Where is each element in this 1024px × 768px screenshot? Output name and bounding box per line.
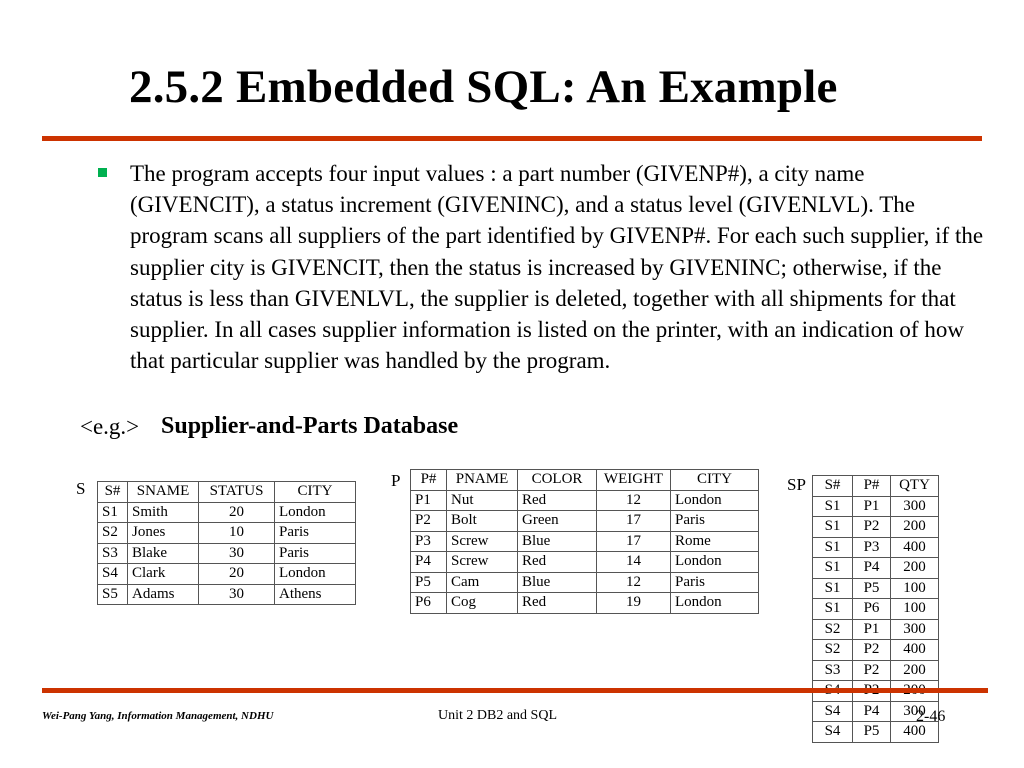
table-cell: Smith [128,502,199,523]
table-sp-label: SP [787,475,806,494]
square-bullet-icon [98,168,107,177]
table-header-row [813,476,939,497]
table-header-row [411,470,759,491]
table-cell: Red [518,552,597,573]
table-row [98,584,356,605]
table-cell: S2 [813,640,853,661]
table-cell: 17 [597,531,671,552]
table-row [813,619,939,640]
column-header: CITY [275,482,356,503]
table-row [98,543,356,564]
table-cell: 200 [891,558,939,579]
table-cell: Paris [275,543,356,564]
example-title: Supplier-and-Parts Database [161,413,459,439]
table-cell: P2 [411,511,447,532]
column-header: COLOR [518,470,597,491]
table-cell: P2 [853,517,891,538]
table-cell: 100 [891,578,939,599]
column-header: STATUS [199,482,275,503]
table-cell: Paris [671,511,759,532]
table-cell: 17 [597,511,671,532]
table-cell: S2 [813,619,853,640]
table-cell: Cam [447,572,518,593]
table-cell: 300 [891,701,939,722]
table-row [813,496,939,517]
table-cell: S4 [98,564,128,585]
table-row [411,511,759,532]
table-cell: Blake [128,543,199,564]
table-row [813,578,939,599]
table-cell: 12 [597,572,671,593]
table-cell: 12 [597,490,671,511]
table-cell: 30 [199,584,275,605]
bullet-paragraph: The program accepts four input values : a part number (GIVENP#), a city name (GIVENCIT), a status increment (GIVENINC), and a status level (GIVENLVL). The program scans all suppliers of the part identified by GIVENP#. For each such supplier, if the supplier city is GIVENCIT, then the status is increased by GIVENINC; otherwise, if the status is less than GIVENLVL, the supplier is deleted, together with all shipments for that supplier. In all cases supplier information is listed on the printer, with an indication of how that particular supplier was handled by the program. [130,161,984,374]
table-cell: S4 [813,722,853,743]
table-cell: 10 [199,523,275,544]
table-cell: Adams [128,584,199,605]
column-header: CITY [671,470,759,491]
table-cell: P6 [411,593,447,614]
column-header: SNAME [128,482,199,503]
table-cell: London [275,502,356,523]
table-row [813,599,939,620]
table-row [98,502,356,523]
table-cell: 100 [891,599,939,620]
table-cell: P2 [853,660,891,681]
table-cell: P3 [411,531,447,552]
table-header-row [98,482,356,503]
table-row [411,572,759,593]
table-cell: S3 [813,660,853,681]
table-cell: Screw [447,552,518,573]
table-cell: Bolt [447,511,518,532]
table-row [411,593,759,614]
column-header: PNAME [447,470,518,491]
table-cell: 30 [199,543,275,564]
table-cell: S2 [98,523,128,544]
table-row [813,660,939,681]
table-cell: Red [518,593,597,614]
table-cell: Rome [671,531,759,552]
table-cell: Red [518,490,597,511]
table-cell: S4 [813,701,853,722]
table-cell: London [671,552,759,573]
table-cell: 20 [199,502,275,523]
table-row [411,552,759,573]
table-cell: S3 [98,543,128,564]
table-cell: 400 [891,537,939,558]
table-cell: S1 [813,599,853,620]
table-cell: London [671,593,759,614]
table-cell: P4 [411,552,447,573]
footer-unit: Unit 2 DB2 and SQL [438,708,557,723]
table-cell: P3 [853,537,891,558]
table-cell: Nut [447,490,518,511]
table-cell: S1 [813,578,853,599]
title-divider [42,136,982,141]
example-label: <e.g.> [80,414,140,439]
table-row [411,531,759,552]
table-cell: S1 [813,517,853,538]
table-cell: S5 [98,584,128,605]
column-header: S# [98,482,128,503]
footer-author: Wei-Pang Yang, Information Management, NDHU [42,710,274,722]
table-cell: 300 [891,619,939,640]
table-cell: P5 [853,722,891,743]
table-cell: P4 [853,701,891,722]
table-cell: S1 [813,496,853,517]
table-cell: P1 [411,490,447,511]
table-cell: P4 [853,558,891,579]
table-p-label: P [391,471,401,490]
table-row [813,640,939,661]
table-cell: Screw [447,531,518,552]
table-row [411,490,759,511]
table-cell: London [671,490,759,511]
table-s-label: S [76,479,86,498]
slide-title: 2.5.2 Embedded SQL: An Example [129,61,838,113]
table-cell: Paris [275,523,356,544]
table-cell: 400 [891,722,939,743]
parts-table [410,469,759,614]
footer-divider [42,688,988,693]
table-cell: P2 [853,640,891,661]
table-cell: P6 [853,599,891,620]
shipments-table [812,475,939,743]
table-row [98,564,356,585]
table-cell: Cog [447,593,518,614]
column-header: S# [813,476,853,497]
column-header: P# [411,470,447,491]
table-cell: 19 [597,593,671,614]
column-header: P# [853,476,891,497]
table-cell: 200 [891,660,939,681]
table-cell: Paris [671,572,759,593]
table-row [813,537,939,558]
table-cell: P5 [411,572,447,593]
table-cell: Clark [128,564,199,585]
table-cell: Blue [518,531,597,552]
table-row [813,558,939,579]
table-cell: S1 [98,502,128,523]
table-cell: London [275,564,356,585]
table-row [813,517,939,538]
column-header: WEIGHT [597,470,671,491]
suppliers-table [97,481,356,605]
column-header: QTY [891,476,939,497]
table-cell: Green [518,511,597,532]
table-cell: Blue [518,572,597,593]
table-cell: P1 [853,496,891,517]
table-cell: Athens [275,584,356,605]
page-number: 2-46 [916,708,946,725]
table-cell: S1 [813,558,853,579]
table-row [98,523,356,544]
table-cell: 300 [891,496,939,517]
table-cell: 20 [199,564,275,585]
table-cell: P5 [853,578,891,599]
table-cell: S1 [813,537,853,558]
table-cell: 200 [891,517,939,538]
table-cell: P1 [853,619,891,640]
table-cell: 14 [597,552,671,573]
table-cell: Jones [128,523,199,544]
table-cell: 400 [891,640,939,661]
